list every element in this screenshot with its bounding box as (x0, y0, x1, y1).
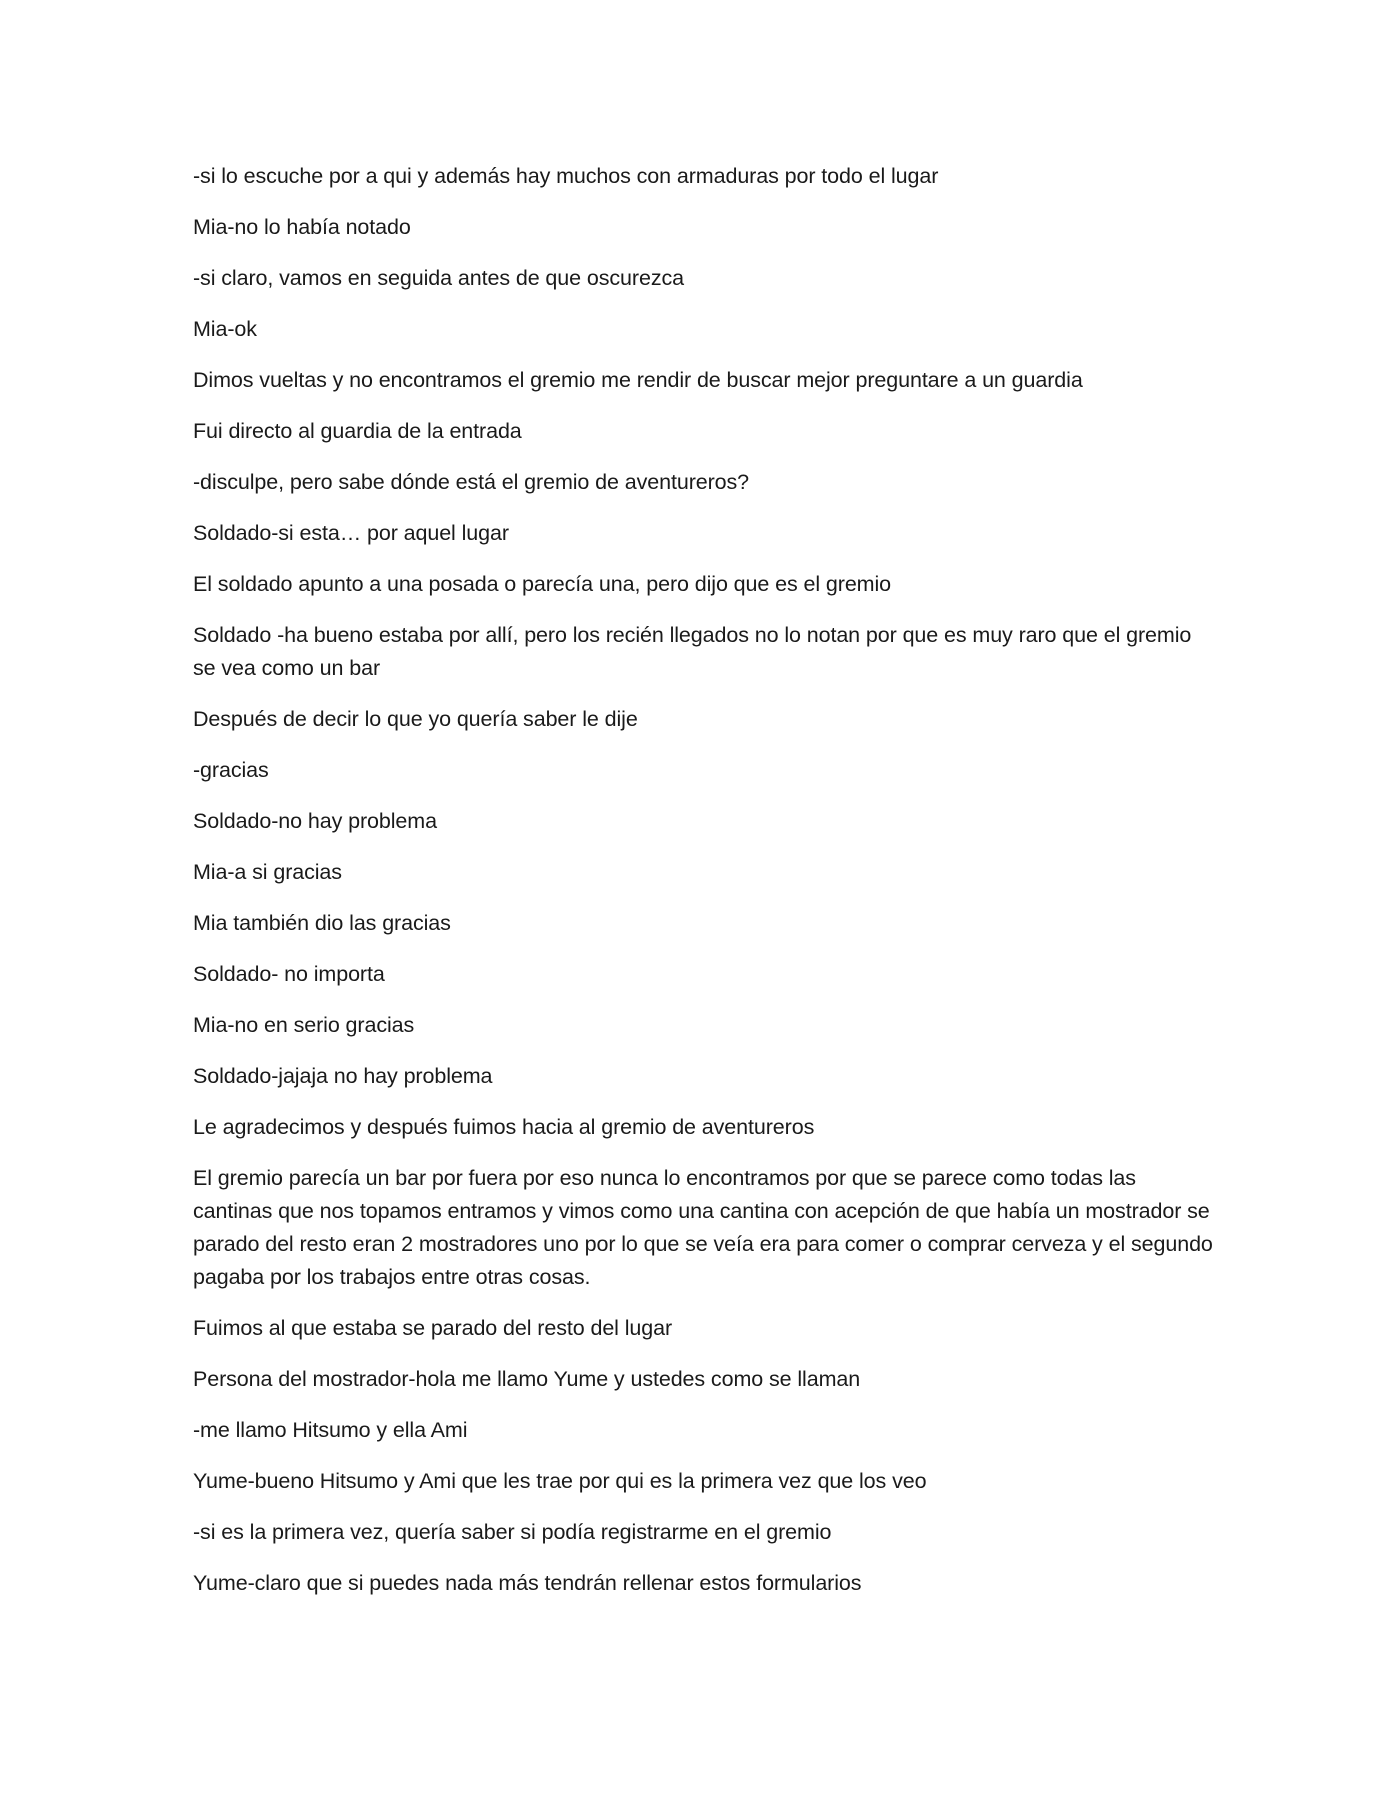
paragraph: Mia también dio las gracias (193, 911, 451, 935)
paragraph: El soldado apunto a una posada o parecía una, pero dijo que es el gremio (193, 572, 892, 596)
paragraph: Fuimos al que estaba se parado del resto del lugar (193, 1316, 673, 1340)
document-body (193, 160, 1213, 1618)
paragraph: Le agradecimos y después fuimos hacia al gremio de aventureros (193, 1115, 815, 1139)
paragraph: Mia-no lo había notado (193, 215, 411, 239)
paragraph: Después de decir lo que yo quería saber le dije (193, 707, 638, 731)
paragraph: -disculpe, pero sabe dónde está el gremio de aventureros? (193, 470, 750, 494)
paragraph: Soldado-si esta… por aquel lugar (193, 521, 509, 545)
paragraph: Dimos vueltas y no encontramos el gremio me rendir de buscar mejor preguntare a un guardia (193, 368, 1083, 392)
paragraph: Soldado-jajaja no hay problema (193, 1064, 493, 1088)
paragraph: Mia-no en serio gracias (193, 1013, 415, 1037)
paragraph: Mia-ok (193, 317, 257, 341)
paragraph: Yume-claro que si puedes nada más tendrán rellenar estos formularios (193, 1571, 862, 1595)
paragraph: -si lo escuche por a qui y además hay muchos con armaduras por todo el lugar (193, 164, 939, 188)
paragraph: Persona del mostrador-hola me llamo Yume y ustedes como se llaman (193, 1367, 861, 1391)
paragraph: Yume-bueno Hitsumo y Ami que les trae por qui es la primera vez que los veo (193, 1469, 927, 1493)
paragraph: Soldado- no importa (193, 962, 385, 986)
paragraph: -si claro, vamos en seguida antes de que oscurezca (193, 266, 684, 290)
paragraph: -me llamo Hitsumo y ella Ami (193, 1418, 468, 1442)
paragraph: Soldado -ha bueno estaba por allí, pero los recién llegados no lo notan por que es muy raro que el gremio se vea como un bar (193, 623, 1192, 680)
paragraph: Mia-a si gracias (193, 860, 342, 884)
paragraph: -gracias (193, 758, 269, 782)
paragraph: -si es la primera vez, quería saber si podía registrarme en el gremio (193, 1520, 832, 1544)
paragraph: Fui directo al guardia de la entrada (193, 419, 522, 443)
paragraph: El gremio parecía un bar por fuera por eso nunca lo encontramos por que se parece como todas las cantinas que nos topamos entramos y vimos como una cantina con acepción de que había un mostrador se parado del resto eran 2 mostradores uno por lo que se veía era para comer o comprar cerveza y el segundo pagaba por los trabajos entre otras cosas. (193, 1166, 1213, 1289)
paragraph: Soldado-no hay problema (193, 809, 437, 833)
